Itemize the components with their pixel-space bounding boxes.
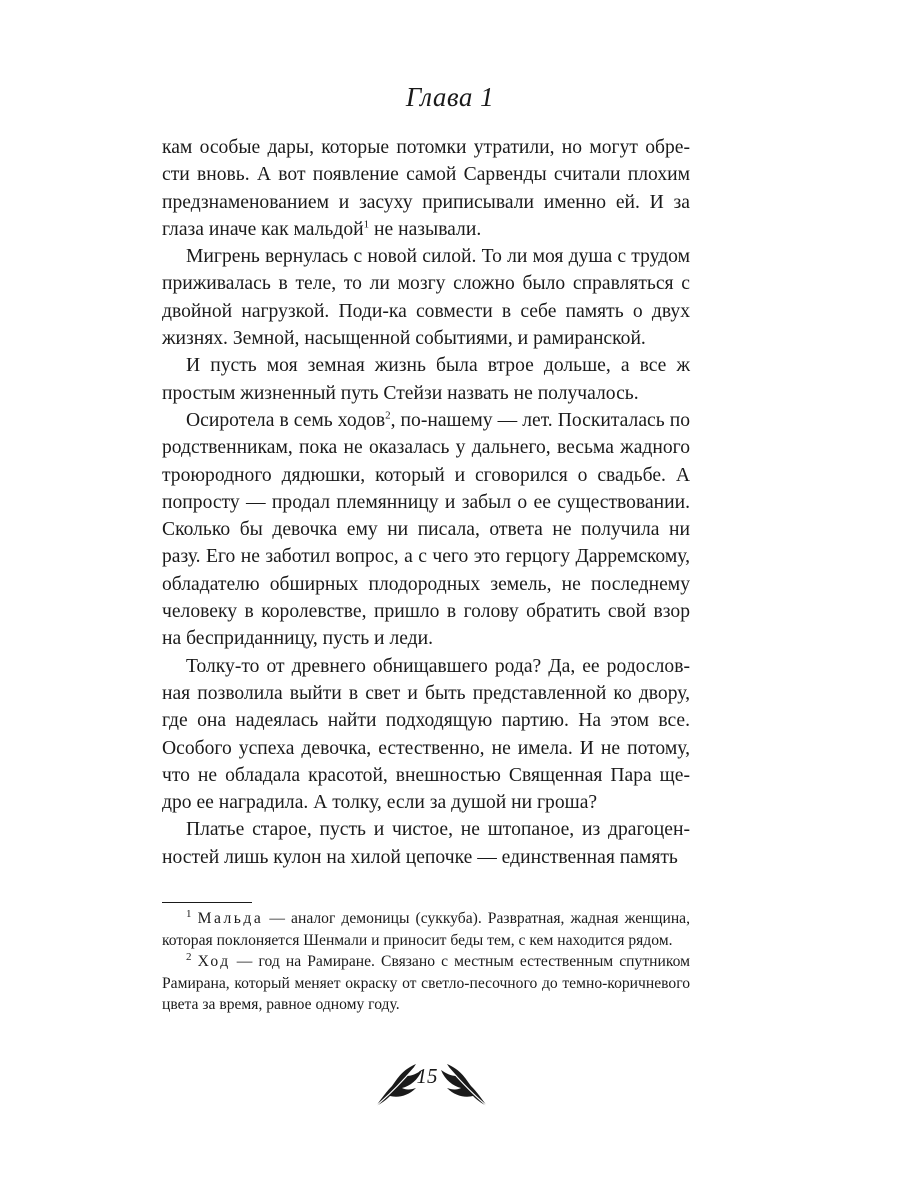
- footnote-text-1: — аналог демоницы (суккуба). Развратная, жадная женщина, которая поклоняется Шенмали и приносит беды тем, с кем находится рядом.: [162, 910, 690, 949]
- footnote-2: [162, 951, 690, 1016]
- footnote-mark-2: 2: [186, 951, 192, 963]
- page-footer: [0, 1052, 900, 1112]
- paragraph-1-tail: не называли.: [369, 218, 482, 240]
- footnote-1: [162, 908, 690, 951]
- footnote-ref-2[interactable]: 2: [385, 409, 391, 422]
- footnote-ref-1[interactable]: 1: [363, 218, 370, 231]
- paragraph-4-text: Осиротела в семь ходов: [186, 409, 386, 431]
- footnote-term-2: Ход: [197, 953, 231, 971]
- main-text: [162, 134, 690, 871]
- paragraph-1: [162, 134, 690, 243]
- paragraph-4: [162, 407, 690, 653]
- paragraph-5: Толку-то от древнего обнищавшего рода? Да, ее родословная позволила выйти в свет и быть представленной ко двору, где она надеялась найти подходящую партию. На этом все. Особого успеха девочка, естественно, не имела. И не потому, что не обладала красотой, внешностью Священная Пара щедро ее наградила. А толку, если за душой ни гроша?: [162, 655, 690, 814]
- paragraph-3: И пусть моя земная жизнь была втрое дольше, а все ж простым жизненный путь Стейзи назвать не получалось.: [162, 355, 690, 404]
- paragraph-6: Платье старое, пусть и чистое, не штопаное, из драгоценностей лишь кулон на хилой цепочке — единственная память: [162, 819, 690, 868]
- paragraph-4-tail: , по-нашему — лет. Поскиталась по родственникам, пока не оказалась у дальнего, весьма жадного троюродного дядюшки, который и сговорился о свадьбе. А попросту — продал племянницу и забыл о ее существовании. Сколько бы девочка ему ни писала, ответа не получила ни разу. Его не заботил вопрос, а с чего это герцогу Дарремскому, обладателю обширных плодородных земель, не последнему человеку в королевстве, пришло в голову обратить свой взор на бесприданницу, пусть и леди.: [162, 409, 690, 650]
- footnotes: [162, 908, 690, 1016]
- footnote-divider: [162, 902, 252, 903]
- footnote-text-2: — год на Рамиране. Связано с местным естественным спутником Рамирана, который меняет окраску от светло-песочного до темно-коричневого цвета за время, равное одному году.: [162, 953, 690, 1014]
- feather-icon: [437, 1058, 491, 1110]
- page-number: 15: [416, 1064, 438, 1088]
- paragraph-2: Мигрень вернулась с новой силой. То ли моя душа с трудом приживалась в теле, то ли мозгу сложно было справляться с двойной нагрузкой. Поди-ка совмести в себе память о двух жизнях. Земной, насыщенной событиями, и рамиранской.: [162, 246, 690, 350]
- footnote-term-1: Мальда: [197, 910, 264, 927]
- footnote-mark-1: 1: [186, 907, 192, 920]
- chapter-title: Глава 1: [405, 82, 495, 112]
- paragraph-1-text: кам особые дары, которые потомки утратили, но могут обрести вновь. А вот появление самой Сарвенды считали плохим предзнаменованием и засуху приписывали именно ей. И за глаза иначе как мальдой: [162, 137, 690, 240]
